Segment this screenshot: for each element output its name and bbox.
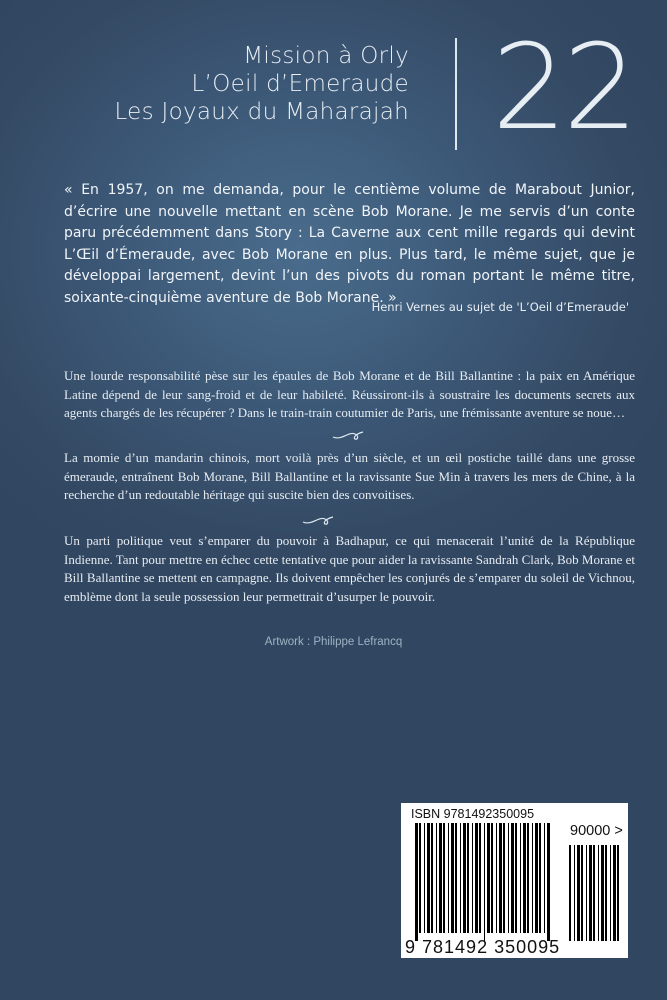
- artwork-credit: Artwork : Philippe Lefrancq: [264, 636, 403, 648]
- summary-joyaux-maharajah: Un parti politique veut s’emparer du pouvoir à Badhapur, ce qui menacerait l’unité de la République Indienne. Tant pour mettre en échec cette tentative que pour aider la ravissante Sandrah Clark, Bob Morane et Bill Ballantine se mettent en campagne. Ils doivent empêcher les conjurés de s’emparer du soleil de Vichnou, emblème dont la seule possession leur permettrait d’usurper le pouvoir.: [64, 533, 635, 604]
- author-quote: « En 1957, on me demanda, pour le centième volume de Marabout Junior, d’écrire une nouvelle mettant en scène Bob Morane. Je me servis d’un conte paru précédemment dans Story : La Caverne aux cent mille regards qui devint L’Œil d’Émeraude, avec Bob Morane en plus. Plus tard, le même sujet, que je développai largement, devint l’un des pivots du roman portant le même titre, soixante-cinquième aventure de Bob Morane. »: [64, 182, 635, 306]
- title-2: L’Oeil d’Emeraude: [191, 71, 409, 97]
- barcode-digits: 9 781492 350095: [405, 937, 561, 957]
- volume-number: 22: [492, 18, 635, 156]
- flourish-divider-2: [301, 513, 335, 527]
- price-code: 90000 >: [570, 823, 623, 839]
- flourish-divider-1: [331, 428, 365, 442]
- series-titles: [114, 42, 409, 126]
- isbn-barcode: [401, 803, 628, 958]
- quote-attribution: Henri Vernes au sujet de 'L’Oeil d’Emeraude': [371, 300, 629, 314]
- title-3: Les Joyaux du Maharajah: [114, 99, 409, 125]
- title-divider: [455, 38, 457, 150]
- summary-mission-orly: Une lourde responsabilité pèse sur les épaules de Bob Morane et de Bill Ballantine : la paix en Amérique Latine dépend de leur sang-froid et de leur habileté. Réussiront-ils à soustraire les documents secrets aux agents chargés de les récupérer ? Dans le train-train coutumier de Paris, une frémissante aventure se noue…: [64, 368, 635, 420]
- summary-oeil-emeraude: La momie d’un mandarin chinois, mort voilà près d’un siècle, et un œil postiche taillé dans une grosse émeraude, entraînent Bob Morane, Bill Ballantine et la ravissante Sue Min à travers les mers de Chine, à la recherche d’un redoutable héritage qui suscite bien des convoitises.: [64, 450, 635, 502]
- title-1: Mission à Orly: [243, 43, 409, 69]
- isbn-label: ISBN 9781492350095: [411, 807, 535, 821]
